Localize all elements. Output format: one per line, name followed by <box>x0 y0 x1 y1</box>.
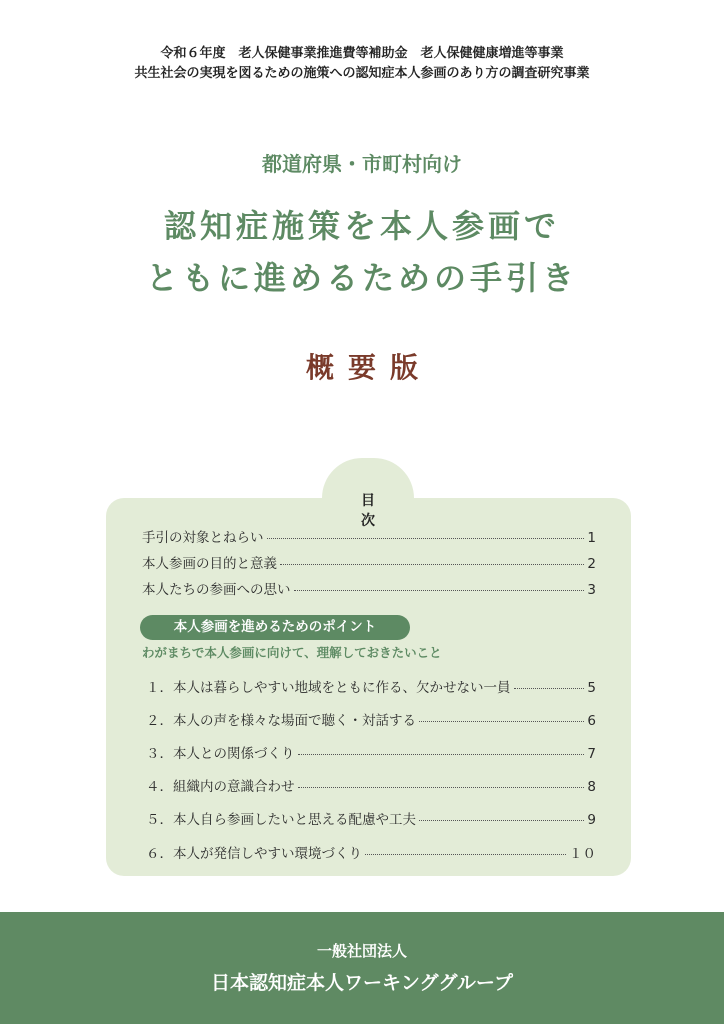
toc-entry-label: ３．本人との関係づくり <box>146 746 295 762</box>
header-lines <box>0 44 724 84</box>
toc-entry-label: 手引の対象とねらい <box>142 530 264 546</box>
toc-leader-dots <box>280 564 584 565</box>
toc-entry[interactable] <box>142 526 596 546</box>
toc-leader-dots <box>294 590 585 591</box>
toc-leader-dots <box>365 854 566 855</box>
footer-org-name: 日本認知症本人ワーキンググループ <box>211 972 513 994</box>
toc-entry[interactable] <box>146 709 596 729</box>
toc-entry-label: １．本人は暮らしやすい地域をともに作る、欠かせない一員 <box>146 680 511 696</box>
toc-entry-page: 9 <box>587 812 596 828</box>
audience-label: 都道府県・市町村向け <box>262 152 462 176</box>
toc-leader-dots <box>298 787 585 788</box>
toc-entry[interactable] <box>142 578 596 598</box>
toc-leader-dots <box>514 688 585 689</box>
header-line-1: 令和６年度 老人保健事業推進費等補助金 老人保健健康増進等事業 <box>160 46 564 61</box>
toc-entry-page: 5 <box>587 680 596 696</box>
toc-entry-label: 本人参画の目的と意義 <box>142 556 277 572</box>
points-section-badge: 本人参画を進めるためのポイント <box>140 615 410 640</box>
toc-entry[interactable] <box>146 742 596 762</box>
toc-entry[interactable] <box>146 808 596 828</box>
toc-entry-page: 1 <box>587 530 596 546</box>
toc-entry-label: ６．本人が発信しやすい環境づくり <box>146 846 362 862</box>
toc-entry-page: 8 <box>587 779 596 795</box>
toc-entry-page: 7 <box>587 746 596 762</box>
toc-entry-page: 3 <box>587 582 596 598</box>
page-title <box>0 200 724 304</box>
title-line-1: 認知症施策を本人参画で <box>163 207 560 245</box>
toc-leader-dots <box>419 721 584 722</box>
toc-heading: 目次 <box>361 493 401 529</box>
toc-entry[interactable] <box>146 676 596 696</box>
toc-entry[interactable] <box>146 775 596 795</box>
toc-entry-label: 本人たちの参画への思い <box>142 582 291 598</box>
toc-entry-page: １０ <box>569 846 596 862</box>
page-subtitle: 概要版 <box>305 351 432 384</box>
points-section-subtitle: わがまちで本人参画に向けて、理解しておきたいこと <box>142 645 442 660</box>
toc-entry-page: 2 <box>587 556 596 572</box>
toc-entry-page: 6 <box>587 713 596 729</box>
toc-entry-label: ５．本人自ら参画したいと思える配慮や工夫 <box>146 812 416 828</box>
toc-leader-dots <box>298 754 585 755</box>
toc-leader-dots <box>267 538 585 539</box>
toc-entry[interactable] <box>142 552 596 572</box>
toc-entry-label: ２．本人の声を様々な場面で聴く・対話する <box>146 713 416 729</box>
toc-entry[interactable] <box>146 842 596 862</box>
toc-entry-label: ４．組織内の意識合わせ <box>146 779 295 795</box>
title-line-2: ともに進めるための手引き <box>145 259 578 297</box>
toc-leader-dots <box>419 820 584 821</box>
footer-org-type: 一般社団法人 <box>316 942 407 960</box>
header-line-2: 共生社会の実現を図るための施策への認知症本人参画のあり方の調査研究事業 <box>134 66 590 81</box>
